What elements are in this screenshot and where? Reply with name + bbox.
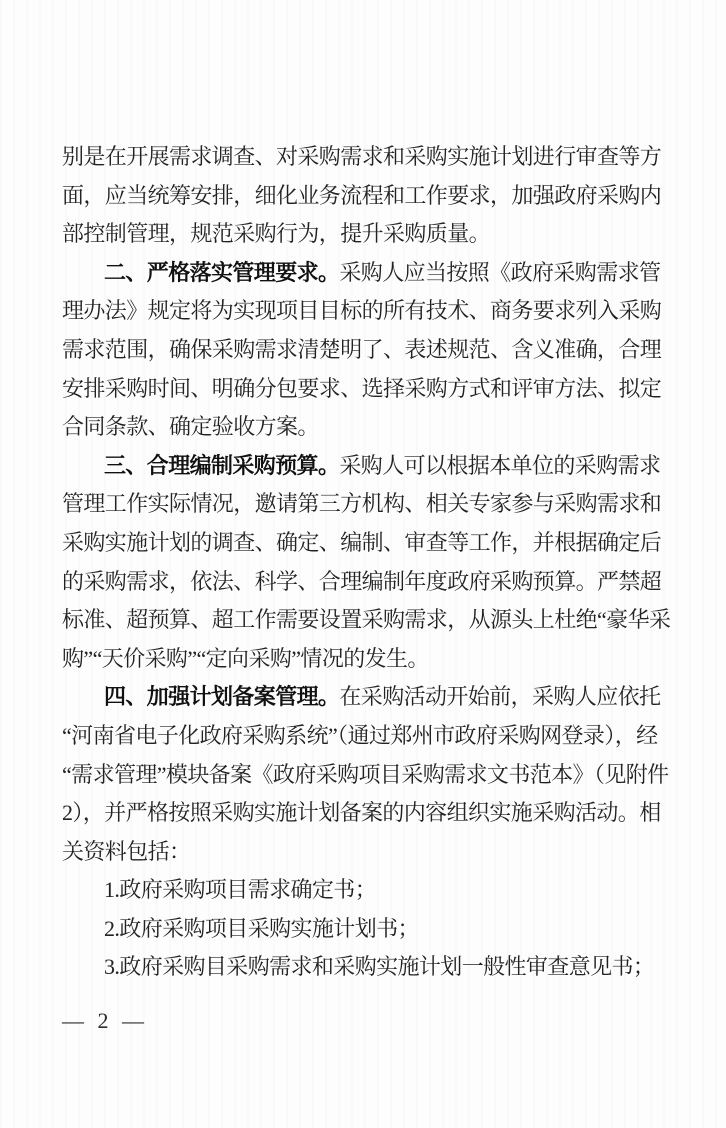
text-run: 安排采购时间、明确分包要求、选择采购方式和评审方法、拟定 bbox=[62, 375, 662, 401]
text-run: 理办法》规定将为实现项目目标的所有技术、商务要求列入采购 bbox=[62, 298, 662, 324]
text-line bbox=[62, 447, 668, 486]
text-line bbox=[62, 871, 668, 910]
text-run: 管理工作实际情况，邀请第三方机构、相关专家参与采购需求和 bbox=[62, 491, 662, 517]
text-run: 部控制管理，规范采购行为，提升采购质量。 bbox=[62, 221, 491, 247]
text-line bbox=[62, 910, 668, 949]
text-line bbox=[62, 678, 668, 717]
text-run: 在采购活动开始前，采购人应依托 bbox=[339, 684, 661, 710]
text-line bbox=[62, 717, 668, 756]
text-line bbox=[62, 254, 668, 293]
text-line bbox=[62, 601, 671, 640]
text-run: 面，应当统筹安排，细化业务流程和工作要求，加强政府采购内 bbox=[62, 182, 662, 208]
text-run: “河南省电子化政府采购系统”（通过郑州市政府采购网登录），经 bbox=[62, 722, 658, 748]
section-heading: 三、合理编制采购预算。 bbox=[104, 452, 340, 478]
paragraph bbox=[62, 910, 668, 949]
text-run: 的采购需求，依法、科学、合理编制年度政府采购预算。严禁超 bbox=[62, 568, 662, 594]
text-line bbox=[62, 292, 668, 331]
text-line bbox=[62, 563, 668, 602]
text-line bbox=[62, 485, 668, 524]
text-run: 3.政府采购目采购需求和采购实施计划一般性审查意见书； bbox=[104, 954, 655, 980]
text-line bbox=[62, 640, 668, 679]
text-line bbox=[62, 138, 668, 177]
text-line bbox=[62, 408, 668, 447]
text-line bbox=[62, 331, 668, 370]
text-line bbox=[62, 215, 668, 254]
text-run: 合同条款、确定验收方案。 bbox=[62, 414, 319, 440]
text-run: 购”“天价采购”“定向采购”情况的发生。 bbox=[62, 645, 429, 671]
paragraph bbox=[62, 678, 668, 871]
paragraph bbox=[62, 948, 668, 987]
text-line bbox=[62, 948, 668, 987]
paragraph bbox=[62, 871, 668, 910]
text-run: 1.政府采购项目需求确定书； bbox=[104, 877, 377, 903]
text-line bbox=[62, 524, 668, 563]
document-body bbox=[62, 138, 671, 987]
text-run: 2.政府采购项目采购实施计划书； bbox=[104, 915, 419, 941]
text-line bbox=[62, 370, 668, 409]
text-run: 采购人可以根据本单位的采购需求 bbox=[339, 452, 661, 478]
text-run: 需求范围，确保采购需求清楚明了、表述规范、含义准确，合理 bbox=[62, 336, 662, 362]
text-line bbox=[62, 833, 668, 872]
paragraph bbox=[62, 254, 668, 447]
section-heading: 二、严格落实管理要求。 bbox=[104, 259, 340, 285]
text-run: 标准、超预算、超工作需要设置采购需求，从源头上杜绝“豪华采 bbox=[62, 607, 671, 633]
text-run: 2），并严格按照采购实施计划备案的内容组织实施采购活动。相 bbox=[62, 800, 661, 826]
text-run: 采购人应当按照《政府采购需求管 bbox=[339, 259, 661, 285]
text-run: “需求管理”模块备案《政府采购项目采购需求文书范本》（见附件 bbox=[62, 761, 669, 787]
section-heading: 四、加强计划备案管理。 bbox=[104, 684, 340, 710]
paragraph bbox=[62, 138, 668, 254]
text-line bbox=[62, 794, 668, 833]
text-run: 别是在开展需求调查、对采购需求和采购实施计划进行审查等方 bbox=[62, 144, 662, 169]
text-run: 采购实施计划的调查、确定、编制、审查等工作，并根据确定后 bbox=[62, 529, 662, 555]
page-number: — 2 — bbox=[62, 1008, 148, 1033]
text-line bbox=[62, 756, 668, 795]
text-line bbox=[62, 177, 668, 216]
text-run: 关资料包括： bbox=[62, 838, 191, 864]
paragraph bbox=[62, 447, 671, 679]
